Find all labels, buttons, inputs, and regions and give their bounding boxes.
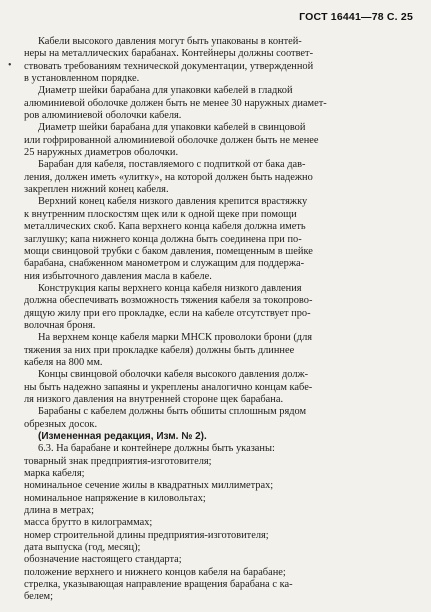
text-line: обозначение настоящего стандарта; [24, 554, 182, 566]
text-line: белем; [24, 591, 54, 603]
text-line: Барабан для кабеля, поставляемого с подпиткой от бака дав- [38, 159, 306, 171]
text-line: барабана, снабженном манометром и служащим для поддержа- [24, 258, 305, 270]
text-line: в установленном порядке. [24, 73, 140, 85]
text-line: ления, должен иметь «улитку», на которой должен быть надежно [24, 171, 313, 183]
text-line: 25 наружных диаметров оболочки. [24, 147, 179, 159]
text-line: (Измененная редакция, Изм. № 2). [38, 431, 207, 442]
text-line: ров алюминиевой оболочки кабеля. [24, 110, 182, 122]
text-line: ствовать требованиям технической документации, утвержденной [24, 60, 314, 72]
text-line: номинальное сечение жилы в квадратных миллиметрах; [24, 480, 274, 492]
text-line: обрезных досок. [24, 418, 98, 430]
text-line: масса брутто в килограммах; [24, 517, 153, 529]
text-line: закреплен нижний конец кабеля. [24, 184, 169, 196]
text-line: Верхний конец кабеля низкого давления крепится врастяжку [38, 196, 308, 208]
text-line: марка кабеля; [24, 468, 85, 480]
body-text [24, 36, 410, 604]
text-line: Диаметр шейки барабана для упаковки кабелей в гладкой [38, 85, 293, 97]
text-line: 6.3. На барабане и контейнере должны быть указаны: [38, 443, 275, 455]
text-line: металлических скоб. Капа верхнего конца кабеля должна иметь [24, 221, 306, 233]
text-line: товарный знак предприятия-изготовителя; [24, 455, 212, 467]
text-line: Диаметр шейки барабана для упаковки кабелей в свинцовой [38, 122, 306, 134]
text-line: алюминиевой оболочке должен быть не менее 30 наружных диамет- [24, 97, 327, 109]
text-line: или гофрированной алюминиевой оболочке должен быть не менее [24, 134, 319, 146]
text-line: ля низкого давления на внутренней стороне щек барабана. [24, 393, 284, 405]
margin-mark: • [8, 60, 12, 71]
text-line: неры на металлических барабанах. Контейнеры должны соответ- [24, 48, 314, 60]
text-line: Барабаны с кабелем должны быть обшиты сплошным рядом [38, 406, 307, 418]
text-line: Конструкция капы верхнего конца кабеля низкого давления [38, 282, 302, 294]
text-line: Концы свинцовой оболочки кабеля высокого давления долж- [38, 369, 309, 381]
text-line: должна обеспечивать возможность тяжения кабеля за токопрово- [24, 295, 313, 307]
text-line: заглушку; капа нижнего конца должна быть соединена при по- [24, 233, 302, 245]
text-line: положение верхнего и нижнего концов кабеля на барабане; [24, 566, 286, 578]
text-line: к внутренним плоскостям щек или к одной щеке при помощи [24, 208, 297, 220]
text-line: ны быть надежно запаяны и укреплены аналогично концам кабе- [24, 381, 313, 393]
text-line: волочная броня. [24, 319, 96, 331]
text-line: ния избыточного давления масла в кабеле. [24, 270, 212, 282]
page-header: ГОСТ 16441—78 С. 25 [299, 11, 413, 23]
text-line: стрелка, указывающая направление вращения барабана с ка- [24, 579, 293, 591]
text-line: кабеля на 800 мм. [24, 356, 103, 368]
text-line: мощи свинцовой трубки с баком давления, помещенным в шейке [24, 245, 313, 257]
text-line: длина в метрах; [24, 505, 95, 517]
text-line: номер строительной длины предприятия-изготовителя; [24, 529, 269, 541]
text-line: На верхнем конце кабеля марки МНСК проволоки брони (для [38, 332, 313, 344]
text-line: Кабели высокого давления могут быть упакованы в контей- [38, 36, 302, 47]
text-line: дата выпуска (год, месяц); [24, 542, 141, 554]
text-line: номинальное напряжение в киловольтах; [24, 492, 206, 504]
text-line: дящую жилу при его прокладке, если на кабеле отсутствует про- [24, 307, 311, 319]
text-line: тяжения за них при прокладке кабеля) должны быть длиннее [24, 344, 295, 356]
